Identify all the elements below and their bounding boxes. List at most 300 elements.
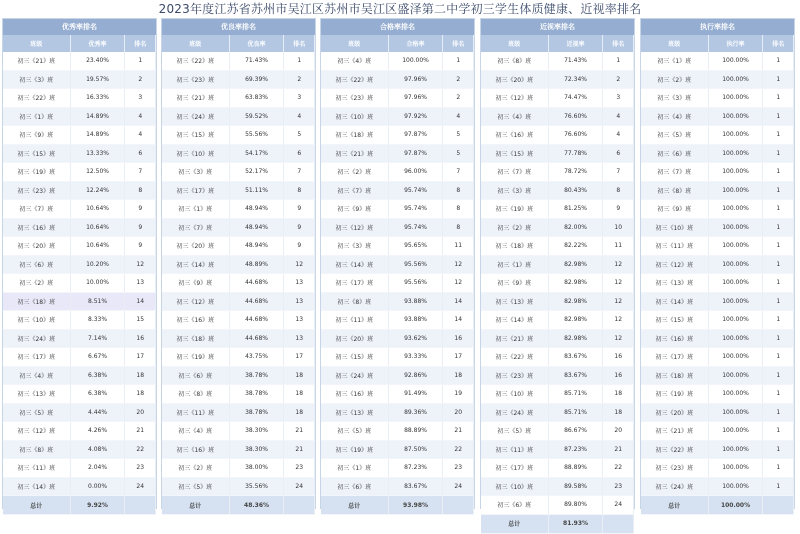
class-cell: 初三《24》班 [641,477,708,496]
rate-cell: 14.89% [70,107,125,126]
class-column-header: 班级 [641,35,708,52]
rank-cell: 8 [443,181,474,200]
rank-cell: 1 [763,89,794,108]
table-row [321,70,474,89]
rank-cell: 16 [443,329,474,348]
class-cell: 初三《22》班 [321,70,388,89]
class-cell: 初三《10》班 [321,107,388,126]
table-row [3,107,156,126]
table-row [641,144,794,163]
rate-cell: 44.68% [229,311,284,330]
rank-cell: 11 [603,237,634,256]
table-row [321,440,474,459]
rank-cell: 9 [125,200,156,219]
class-cell: 初三《15》班 [641,311,708,330]
rate-cell: 95.56% [388,255,443,274]
rate-cell: 6.38% [70,385,125,404]
table-row [641,403,794,422]
rank-cell: 18 [125,366,156,385]
class-cell: 初三《17》班 [162,181,229,200]
rank-cell: 1 [763,163,794,182]
rate-cell: 38.30% [229,422,284,441]
rate-cell: 88.89% [388,422,443,441]
page-title: 2023年度江苏省苏州市吴江区苏州市吴江区盛泽第二中学初三学生体质健康、近视率排名 [158,2,642,16]
rate-cell: 87.50% [388,440,443,459]
rate-cell: 97.87% [388,126,443,145]
rate-cell: 38.30% [229,440,284,459]
table-row [162,70,315,89]
rank-cell: 4 [603,126,634,145]
table-body [321,52,474,496]
rate-cell: 88.89% [548,459,603,478]
rate-cell: 83.67% [548,366,603,385]
table-row [321,311,474,330]
table-row [641,311,794,330]
table-row [321,163,474,182]
rank-cell: 23 [284,459,315,478]
class-cell: 初三《3》班 [321,237,388,256]
table-row [641,477,794,496]
rank-cell: 8 [443,200,474,219]
class-cell: 初三《1》班 [481,255,548,274]
panel-title: 优秀率排名 [3,19,156,35]
class-cell: 初三《19》班 [641,385,708,404]
rate-cell: 44.68% [229,274,284,293]
table-row [481,107,634,126]
class-cell: 初三《3》班 [3,70,70,89]
table-row [481,422,634,441]
rate-cell: 44.68% [229,292,284,311]
class-cell: 初三《21》班 [481,329,548,348]
table-row [162,403,315,422]
class-cell: 初三《11》班 [162,403,229,422]
rank-cell: 4 [603,107,634,126]
rank-cell: 13 [125,274,156,293]
rank-cell: 23 [603,477,634,496]
class-cell: 初三《19》班 [3,163,70,182]
rate-cell: 96.00% [388,163,443,182]
table-row [481,311,634,330]
class-cell: 初三《13》班 [321,403,388,422]
total-row [481,514,634,533]
class-cell: 初三《22》班 [3,89,70,108]
class-cell: 初三《12》班 [321,218,388,237]
rank-cell: 2 [443,70,474,89]
table-row [481,52,634,70]
header-row [481,35,634,52]
rate-cell: 100.00% [708,163,763,182]
class-cell: 初三《17》班 [3,348,70,367]
rank-cell: 5 [443,144,474,163]
rate-cell: 100.00% [708,311,763,330]
rate-cell: 78.72% [548,163,603,182]
class-cell: 初三《8》班 [481,52,548,70]
rank-cell: 24 [603,496,634,515]
rank-cell: 1 [763,200,794,219]
rate-cell: 38.78% [229,385,284,404]
rank-cell: 1 [763,237,794,256]
class-cell: 初三《18》班 [3,292,70,311]
class-column-header: 班级 [321,35,388,52]
table-row [321,126,474,145]
rate-cell: 77.78% [548,144,603,163]
rank-cell: 16 [603,366,634,385]
rate-cell: 100.00% [708,403,763,422]
table-body [3,52,156,496]
table-row [481,292,634,311]
rank-cell: 12 [443,274,474,293]
class-cell: 初三《8》班 [162,385,229,404]
rank-cell: 7 [284,163,315,182]
class-cell: 初三《9》班 [162,274,229,293]
table-header [641,35,794,52]
rank-cell: 1 [763,126,794,145]
class-cell: 初三《8》班 [641,181,708,200]
table-row [321,52,474,70]
rate-cell: 100.00% [708,459,763,478]
table-row [162,385,315,404]
rate-cell: 48.94% [229,200,284,219]
rank-cell: 1 [763,477,794,496]
rank-cell: 18 [603,403,634,422]
class-cell: 初三《18》班 [641,366,708,385]
class-cell: 初三《20》班 [3,237,70,256]
class-cell: 初三《15》班 [162,126,229,145]
table-row [321,218,474,237]
rate-cell: 93.88% [388,292,443,311]
table-header [481,35,634,52]
table-row [641,440,794,459]
table-row [481,366,634,385]
total-rank [603,514,634,533]
table-row [641,459,794,478]
rank-cell: 1 [763,311,794,330]
rate-column-header: 合格率 [388,35,443,52]
class-cell: 初三《16》班 [641,329,708,348]
class-cell: 初三《4》班 [321,52,388,70]
table-header [3,35,156,52]
table-row [162,366,315,385]
class-cell: 初三《21》班 [3,52,70,70]
table-row [162,181,315,200]
class-cell: 初三《18》班 [321,126,388,145]
rank-cell: 23 [443,459,474,478]
rank-cell: 12 [125,255,156,274]
table-row [321,89,474,108]
rate-cell: 10.00% [70,274,125,293]
rate-cell: 95.74% [388,200,443,219]
rate-cell: 10.64% [70,218,125,237]
class-cell: 初三《9》班 [641,200,708,219]
rank-cell: 7 [603,163,634,182]
table-row [481,200,634,219]
total-rate: 100.00% [708,496,763,515]
rank-cell: 1 [763,459,794,478]
rate-cell: 89.36% [388,403,443,422]
table-row [3,366,156,385]
rank-cell: 12 [603,311,634,330]
table-body [481,52,634,514]
table-body [162,52,315,496]
panel-title: 近视率排名 [481,19,634,35]
class-cell: 初三《20》班 [641,403,708,422]
rate-cell: 100.00% [708,218,763,237]
table-row [162,311,315,330]
rate-cell: 76.60% [548,107,603,126]
table-row [641,348,794,367]
rank-cell: 13 [284,274,315,293]
rank-cell: 17 [125,348,156,367]
rate-cell: 2.04% [70,459,125,478]
rate-cell: 43.75% [229,348,284,367]
class-cell: 初三《22》班 [641,440,708,459]
table-row [481,385,634,404]
panel-title: 执行率排名 [641,19,794,35]
rate-cell: 100.00% [708,477,763,496]
table-row [3,459,156,478]
class-cell: 初三《16》班 [3,218,70,237]
class-cell: 初三《19》班 [162,348,229,367]
rate-cell: 95.74% [388,218,443,237]
table-row [481,329,634,348]
table-row [3,422,156,441]
table-row [641,218,794,237]
table-row [3,200,156,219]
table-row [641,274,794,293]
rank-cell: 2 [443,89,474,108]
rate-cell: 12.50% [70,163,125,182]
table-row [3,477,156,496]
rank-cell: 24 [443,477,474,496]
rank-cell: 1 [763,292,794,311]
total-rate: 81.93% [548,514,603,533]
table-row [641,126,794,145]
class-cell: 初三《12》班 [3,422,70,441]
class-cell: 初三《4》班 [3,366,70,385]
rate-cell: 95.56% [388,274,443,293]
table-row [162,292,315,311]
rank-cell: 13 [284,292,315,311]
table-footer [641,496,794,515]
class-cell: 初三《8》班 [321,292,388,311]
rate-cell: 54.17% [229,144,284,163]
class-cell: 初三《1》班 [321,459,388,478]
class-cell: 初三《4》班 [162,422,229,441]
rate-cell: 8.51% [70,292,125,311]
rank-cell: 23 [125,459,156,478]
table-row [3,348,156,367]
rate-cell: 80.43% [548,181,603,200]
rank-cell: 12 [284,255,315,274]
table-row [162,126,315,145]
class-cell: 初三《24》班 [3,329,70,348]
class-cell: 初三《23》班 [481,366,548,385]
class-cell: 初三《16》班 [481,126,548,145]
rate-cell: 100.00% [708,52,763,70]
rank-cell: 5 [443,126,474,145]
class-cell: 初三《13》班 [481,292,548,311]
table-row [321,255,474,274]
class-cell: 初三《24》班 [162,107,229,126]
total-row [3,496,156,515]
class-column-header: 班级 [162,35,229,52]
total-rank [284,496,315,515]
ranking-panels [0,18,800,528]
rank-cell: 16 [125,329,156,348]
rank-cell: 1 [603,52,634,70]
rate-cell: 82.22% [548,237,603,256]
rate-cell: 14.89% [70,126,125,145]
rank-cell: 1 [763,107,794,126]
rank-column-header: 排名 [443,35,474,52]
total-rate: 9.92% [70,496,125,515]
class-cell: 初三《21》班 [641,422,708,441]
class-cell: 初三《16》班 [321,385,388,404]
rank-cell: 14 [443,292,474,311]
rank-cell: 20 [125,403,156,422]
class-cell: 初三《14》班 [481,311,548,330]
total-rate: 93.98% [388,496,443,515]
table-footer [162,496,315,515]
rank-cell: 11 [443,237,474,256]
class-cell: 初三《10》班 [3,311,70,330]
rank-cell: 17 [443,348,474,367]
table-row [641,385,794,404]
table-row [641,422,794,441]
panel-title: 优良率排名 [162,19,315,35]
total-label: 总计 [3,496,70,515]
rate-cell: 100.00% [708,200,763,219]
table-row [481,477,634,496]
rank-cell: 15 [125,311,156,330]
class-cell: 初三《7》班 [162,218,229,237]
class-cell: 初三《12》班 [641,255,708,274]
table-row [481,70,634,89]
class-cell: 初三《2》班 [641,70,708,89]
rank-cell: 18 [284,385,315,404]
rank-cell: 4 [284,107,315,126]
class-cell: 初三《23》班 [3,181,70,200]
rate-cell: 19.57% [70,70,125,89]
class-cell: 初三《22》班 [162,52,229,70]
rank-cell: 21 [603,440,634,459]
rate-cell: 100.00% [708,422,763,441]
rank-cell: 14 [125,292,156,311]
total-row [641,496,794,515]
table-row [162,89,315,108]
table-row [641,163,794,182]
table-row [641,107,794,126]
rank-cell: 22 [603,459,634,478]
ranking-table [481,35,634,534]
rate-cell: 83.67% [388,477,443,496]
table-row [162,422,315,441]
class-cell: 初三《17》班 [641,348,708,367]
rate-column-header: 优良率 [229,35,284,52]
rate-cell: 13.33% [70,144,125,163]
table-row [162,237,315,256]
rate-cell: 83.67% [548,348,603,367]
table-header [162,35,315,52]
table-row [3,385,156,404]
rate-cell: 38.78% [229,366,284,385]
table-row [3,274,156,293]
table-row [481,274,634,293]
table-row [3,237,156,256]
rank-cell: 6 [125,144,156,163]
table-row [162,144,315,163]
table-row [481,237,634,256]
rate-cell: 59.52% [229,107,284,126]
table-row [3,403,156,422]
rank-cell: 3 [603,89,634,108]
rank-cell: 2 [603,70,634,89]
table-row [3,52,156,70]
ranking-table [641,35,794,515]
rank-cell: 1 [763,274,794,293]
table-row [162,255,315,274]
rate-cell: 100.00% [708,70,763,89]
rank-cell: 4 [125,107,156,126]
rank-cell: 18 [284,366,315,385]
rate-cell: 10.20% [70,255,125,274]
rate-cell: 44.68% [229,329,284,348]
class-cell: 初三《8》班 [3,440,70,459]
table-row [162,218,315,237]
table-row [3,440,156,459]
total-row [321,496,474,515]
rank-cell: 9 [125,237,156,256]
rate-cell: 93.62% [388,329,443,348]
class-cell: 初三《10》班 [162,144,229,163]
table-row [641,329,794,348]
rate-cell: 38.00% [229,459,284,478]
rate-cell: 48.94% [229,218,284,237]
table-row [162,274,315,293]
class-cell: 初三《9》班 [3,126,70,145]
class-cell: 初三《11》班 [481,440,548,459]
rate-cell: 69.39% [229,70,284,89]
class-cell: 初三《10》班 [641,218,708,237]
rank-cell: 16 [603,348,634,367]
class-cell: 初三《7》班 [3,200,70,219]
rate-cell: 48.94% [229,237,284,256]
rate-cell: 91.49% [388,385,443,404]
rate-cell: 95.65% [388,237,443,256]
rank-cell: 10 [603,218,634,237]
rank-cell: 1 [125,52,156,70]
table-row [321,274,474,293]
rate-cell: 71.43% [229,52,284,70]
rate-cell: 100.00% [708,440,763,459]
myopia-rate-panel [480,18,635,528]
rate-cell: 87.23% [548,440,603,459]
rate-cell: 71.43% [548,52,603,70]
rank-cell: 6 [603,144,634,163]
rank-cell: 12 [603,329,634,348]
rate-cell: 100.00% [708,181,763,200]
total-rate: 48.36% [229,496,284,515]
class-cell: 初三《7》班 [641,163,708,182]
class-cell: 初三《6》班 [3,255,70,274]
table-row [641,237,794,256]
rank-cell: 8 [603,181,634,200]
class-cell: 初三《6》班 [481,496,548,515]
class-cell: 初三《16》班 [162,311,229,330]
class-cell: 初三《21》班 [321,144,388,163]
rate-cell: 97.92% [388,107,443,126]
rate-cell: 100.00% [388,52,443,70]
